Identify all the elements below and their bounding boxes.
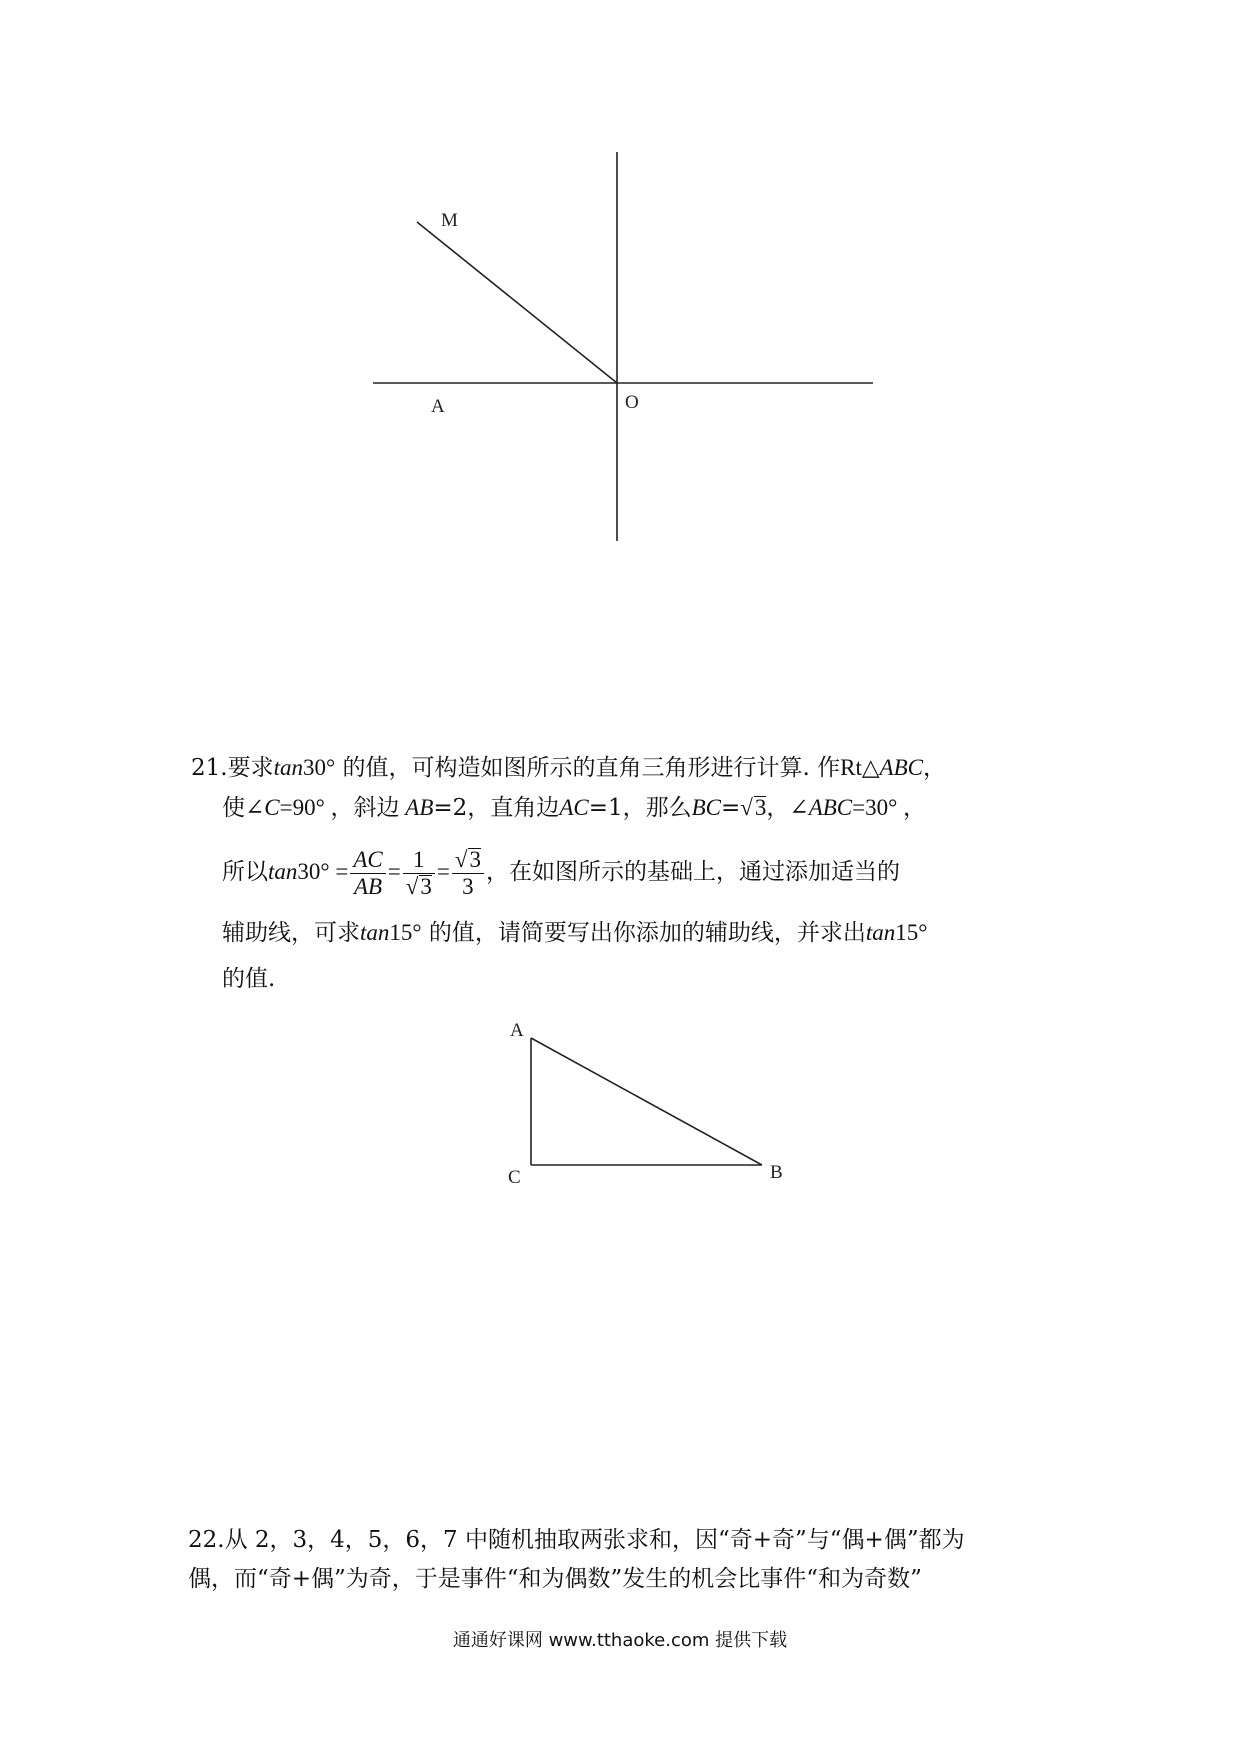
tan-symbol: tan bbox=[273, 755, 303, 780]
angle-value: 30° bbox=[297, 859, 330, 884]
tan-symbol: tan bbox=[268, 859, 298, 884]
tan-symbol: tan bbox=[360, 920, 390, 945]
label-c-triangle: C bbox=[508, 1167, 521, 1188]
triangle-name: ABC bbox=[879, 755, 923, 780]
label-m: M bbox=[441, 210, 458, 231]
fraction-numerator: 3 bbox=[469, 846, 481, 872]
label-a-triangle: A bbox=[510, 1020, 524, 1041]
q21-text: 所以 bbox=[222, 859, 268, 885]
q21-line-2: 使∠C=90° ，斜边 AB=2，直角边AC=1，那么BC=√3，∠ABC=30° ， bbox=[222, 795, 927, 821]
tan-symbol: tan bbox=[865, 920, 896, 945]
equals-sign: = bbox=[387, 859, 401, 884]
page-footer: 通通好课网 www.tthaoke.com 提供下载 bbox=[452, 1630, 788, 1651]
q21-line-3 bbox=[222, 842, 900, 902]
q21-text: ， bbox=[922, 755, 946, 781]
fraction-numerator: 1 bbox=[403, 847, 435, 874]
fraction-1-sqrt3: $\frac{1}{√3}$ bbox=[403, 847, 435, 900]
equals-sign: = bbox=[329, 859, 349, 884]
fraction-ac-ab bbox=[350, 847, 385, 900]
var-ac: AC bbox=[559, 795, 589, 820]
q21-text: =90° ，斜边 bbox=[279, 795, 406, 820]
q21-number: 21. bbox=[191, 755, 228, 781]
q22-line-2: 偶，而“奇+偶”为奇，于是事件“和为偶数”发生的机会比事件“和为奇数” bbox=[188, 1566, 922, 1592]
q21-text: 使∠ bbox=[222, 795, 265, 821]
q21-text: ，∠ bbox=[766, 795, 809, 821]
label-b-triangle: B bbox=[770, 1162, 783, 1183]
q21-text: =30° ， bbox=[852, 795, 927, 820]
label-o: O bbox=[625, 392, 639, 413]
var-c: C bbox=[264, 795, 280, 820]
q22-line-1: 22.从 2，3，4，5，6，7 中随机抽取两张求和，因“奇+奇”与“偶+偶”都为 bbox=[188, 1527, 965, 1553]
angle-value: 15° bbox=[895, 920, 928, 945]
q21-text: = bbox=[721, 795, 741, 821]
ray-om-line bbox=[417, 222, 617, 383]
side-ab-line bbox=[531, 1038, 762, 1165]
angle-abc: ABC bbox=[808, 795, 853, 820]
var-bc: BC bbox=[691, 795, 721, 820]
q21-line-5: 的值. bbox=[222, 966, 276, 992]
rt-triangle-symbol: Rt△ bbox=[840, 755, 880, 780]
q21-line-4 bbox=[222, 916, 928, 950]
angle-value: 15° bbox=[389, 920, 422, 945]
fraction-numerator: AC bbox=[350, 847, 385, 874]
angle-value: 30° bbox=[302, 755, 336, 780]
q21-text: 的值，请简要写出你添加的辅助线，并求出 bbox=[421, 920, 866, 946]
q21-text: ，在如图所示的基础上，通过添加适当的 bbox=[485, 859, 900, 885]
sqrt-3: 3 bbox=[754, 795, 767, 820]
figure-triangle-abc bbox=[508, 1020, 783, 1188]
q21-line-1 bbox=[191, 751, 946, 785]
var-ab: AB bbox=[405, 795, 434, 820]
equals-sign: = bbox=[436, 859, 450, 884]
q21-text: =1，那么 bbox=[588, 795, 692, 821]
q21-text: 辅助线，可求 bbox=[222, 920, 360, 946]
fraction-denominator: AB bbox=[353, 873, 383, 899]
fraction-denominator: 3 bbox=[420, 873, 432, 899]
q21-text: 要求 bbox=[227, 755, 274, 781]
fraction-denominator: 3 bbox=[462, 873, 474, 899]
fraction-sqrt3-3: $\frac{√3}{3}$ bbox=[452, 847, 484, 900]
label-a: A bbox=[431, 396, 445, 417]
q21-text: =2，直角边 bbox=[433, 795, 560, 821]
q21-text: 的值，可构造如图所示的直角三角形进行计算. 作 bbox=[335, 755, 841, 781]
